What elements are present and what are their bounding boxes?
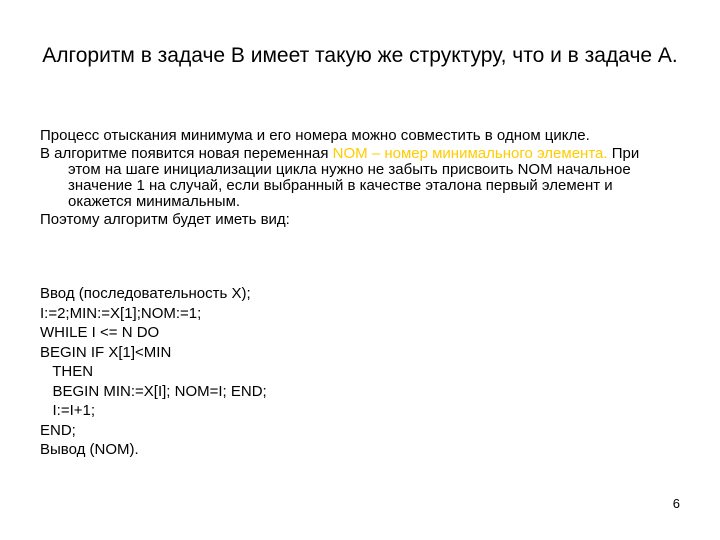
slide-title: Алгоритм в задаче В имеет такую же структуру, что и в задаче А. [42, 44, 678, 67]
code-line: END; [40, 421, 76, 439]
code-line: Ввод (последовательность X); [40, 285, 251, 302]
code-line: WHILE I <= N DO [40, 324, 160, 341]
code-line: BEGIN MIN:=X[I]; NOM=I; END; [40, 382, 267, 400]
code-line: THEN [40, 363, 94, 380]
paragraph [40, 146, 665, 210]
page-number: 6 [672, 496, 680, 511]
paragraph-text: При этом на шаге инициализации цикла нужно не забыть присвоить NOM начальное значение 1 на случай, если выбранный в качестве эталона первый элемент и окажется минимальным. [68, 145, 640, 210]
highlighted-text: NOM – номер минимального элемента. [332, 145, 608, 162]
code-line: BEGIN IF X[1]<MIN [40, 343, 172, 361]
paragraph-text: Поэтому алгоритм будет иметь вид: [40, 211, 290, 228]
paragraph-text: Процесс отыскания минимума и его номера можно совместить в одном цикле. [40, 127, 590, 144]
code-line: Вывод (NOM). [40, 441, 139, 458]
paragraph-text: В алгоритме появится новая переменная [40, 145, 333, 162]
algorithm-code [40, 284, 640, 460]
paragraph [40, 128, 665, 144]
code-line: I:=2;MIN:=X[1];NOM:=1; [40, 304, 202, 322]
slide-body [40, 128, 665, 230]
code-line: I:=I+1; [40, 402, 96, 419]
paragraph [40, 212, 665, 228]
